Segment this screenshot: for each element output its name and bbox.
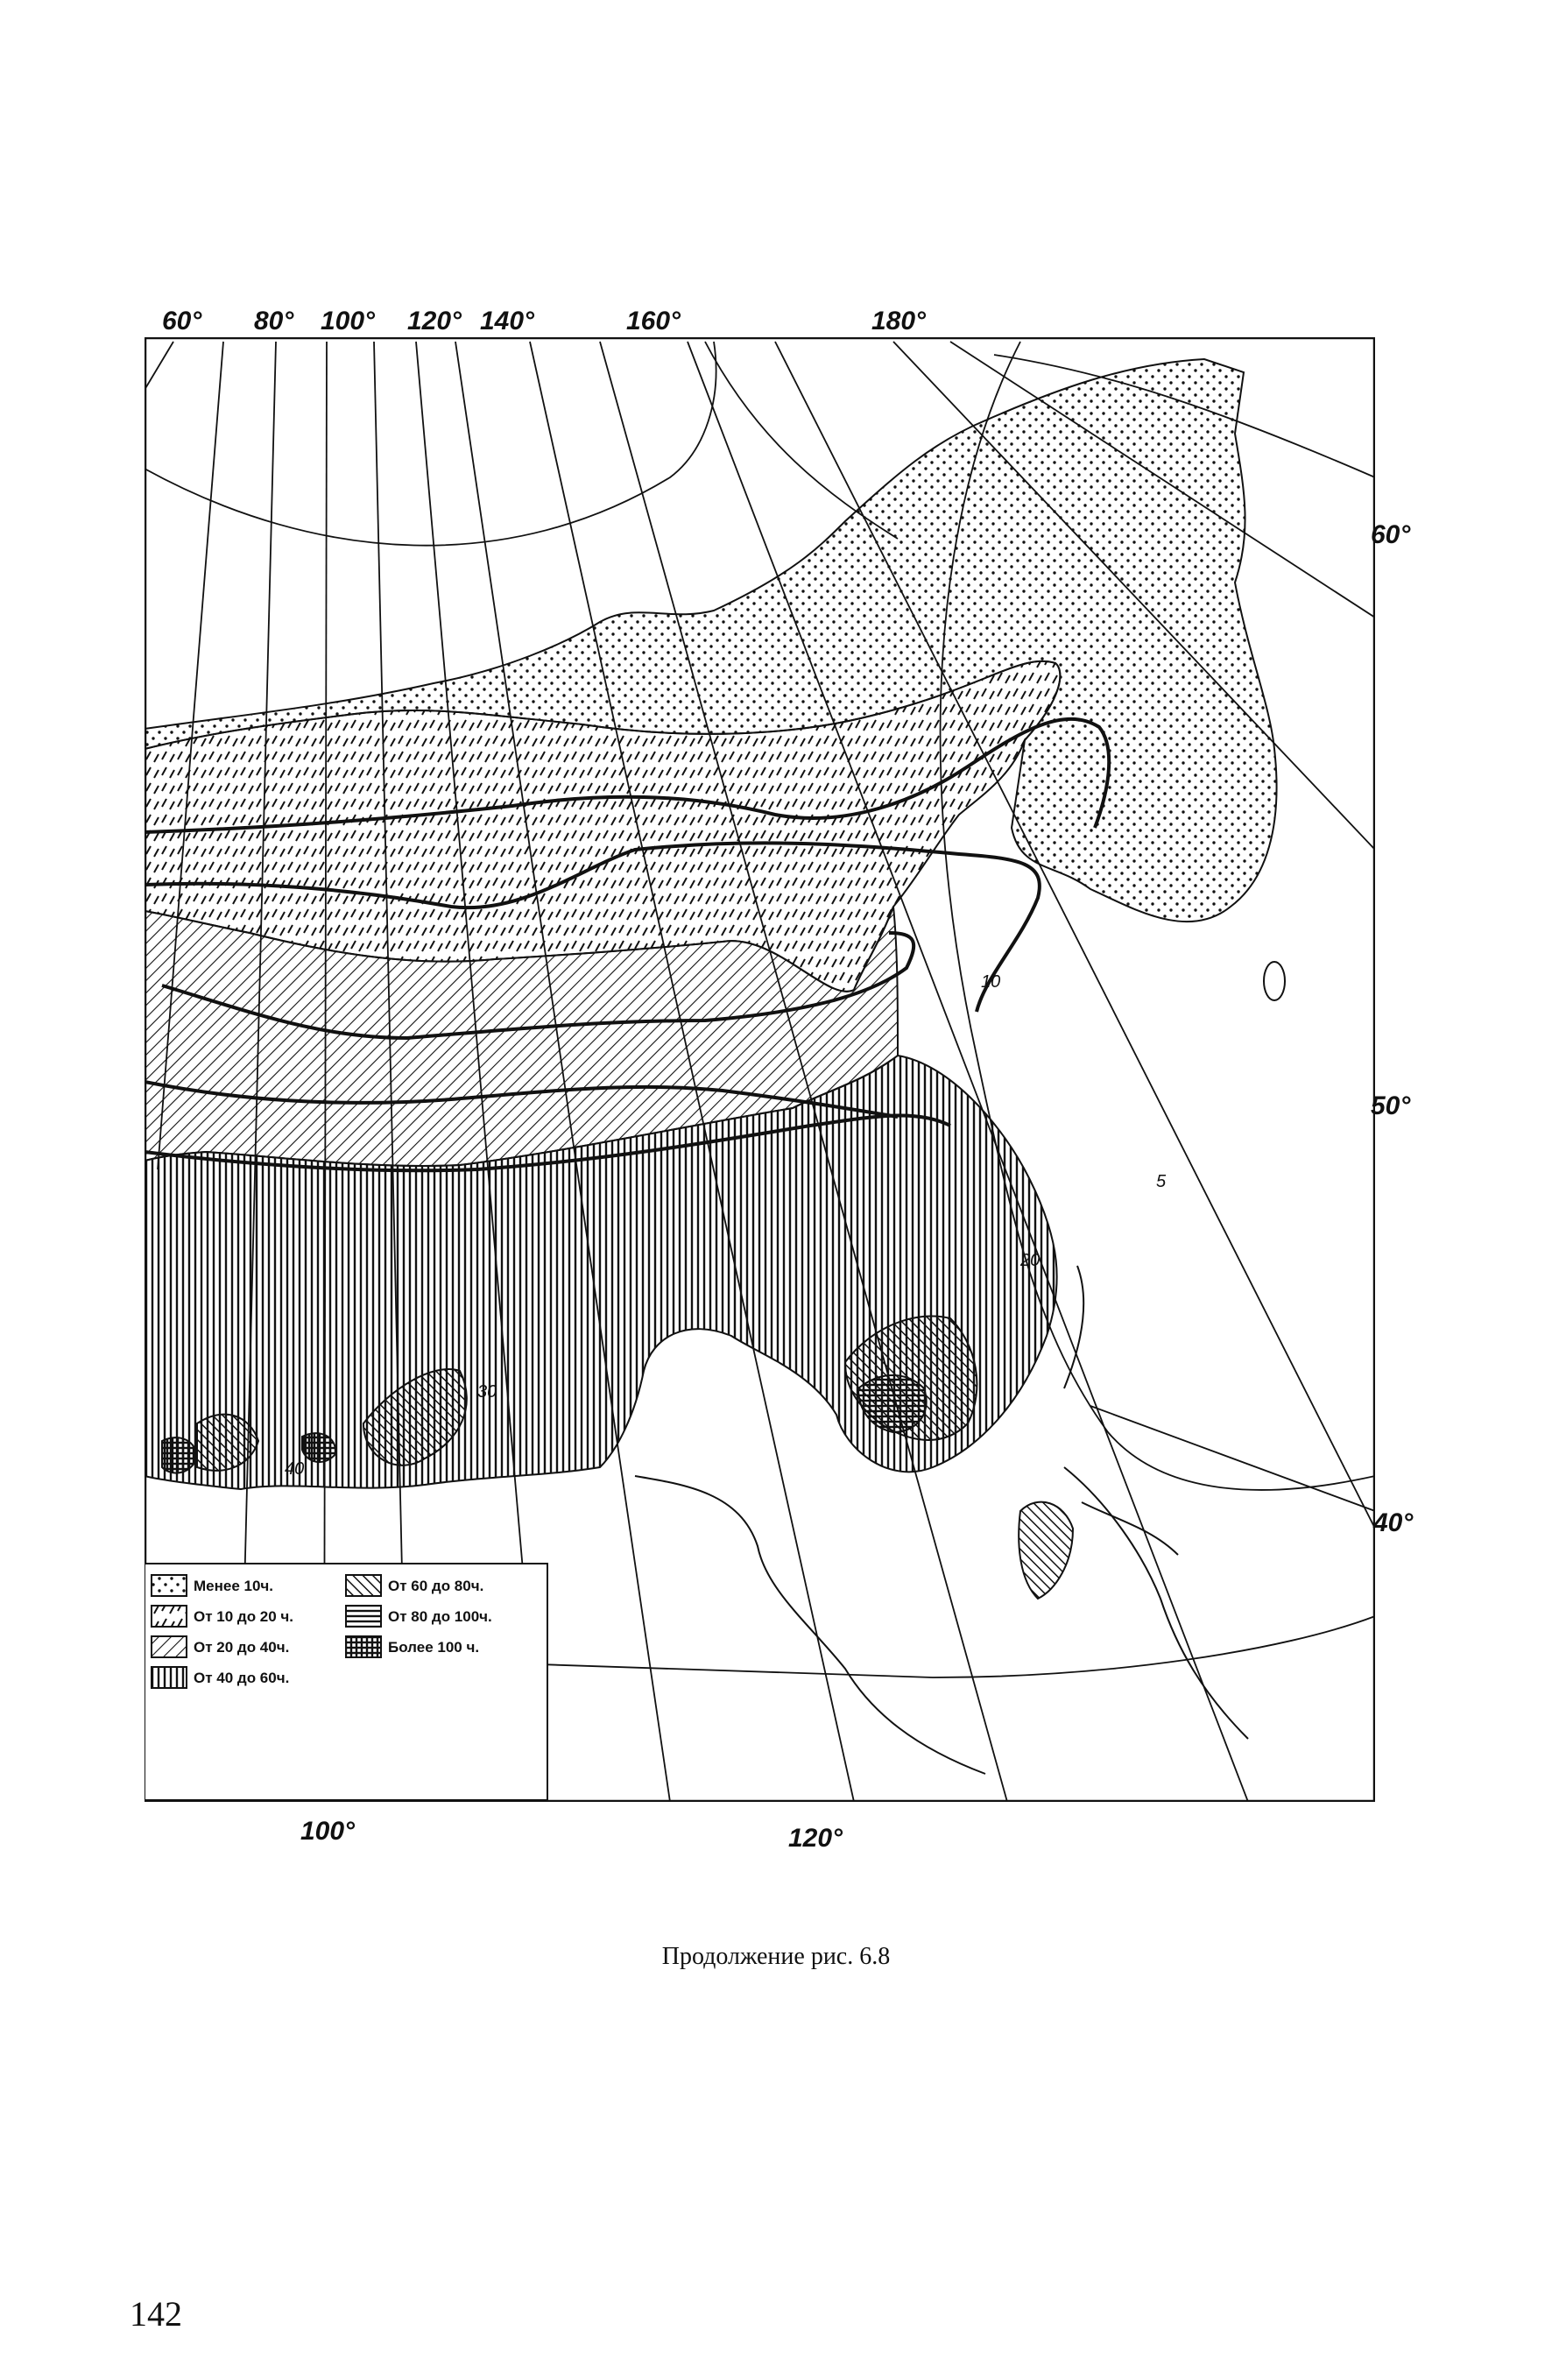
top-longitude-label: 120°: [407, 307, 462, 335]
legend-swatch-dots: [152, 1575, 187, 1596]
legend-label: От 10 до 20 ч.: [194, 1608, 294, 1625]
isoline-label: 30: [477, 1382, 497, 1402]
isoline-label: 10: [981, 972, 1001, 992]
isoline-label: 20: [1020, 1251, 1041, 1270]
isoline-label: 5: [1156, 1172, 1167, 1191]
top-longitude-label: 100°: [321, 307, 376, 335]
top-longitude-label: 160°: [626, 307, 681, 335]
figure-caption: Продолжение рис. 6.8: [661, 1943, 891, 1970]
right-latitude-label: 50°: [1371, 1091, 1411, 1120]
legend: [145, 1564, 547, 1800]
legend-swatch-cross: [346, 1575, 381, 1596]
bottom-longitude-label: 100°: [300, 1817, 356, 1846]
legend-swatch-dense: [346, 1636, 381, 1657]
legend-label: Менее 10ч.: [194, 1578, 274, 1594]
legend-label: От 80 до 100ч.: [388, 1608, 492, 1625]
bottom-longitude-label: 120°: [788, 1824, 843, 1853]
isoline-map: [145, 337, 1375, 1802]
right-latitude-label: 60°: [1371, 520, 1411, 549]
legend-swatch-horiz: [346, 1606, 381, 1627]
top-longitude-label: 60°: [162, 307, 202, 335]
top-longitude-label: 140°: [480, 307, 535, 335]
legend-label: От 20 до 40ч.: [194, 1639, 290, 1656]
legend-swatch-vert: [152, 1667, 187, 1688]
legend-swatch-hatch: [152, 1636, 187, 1657]
legend-swatch-dash: [152, 1606, 187, 1627]
top-longitude-label: 80°: [254, 307, 294, 335]
legend-label: Более 100 ч.: [388, 1639, 480, 1656]
right-latitude-label: 40°: [1373, 1508, 1414, 1537]
legend-label: От 60 до 80ч.: [388, 1578, 484, 1594]
isoline-label: 40: [285, 1459, 305, 1479]
legend-label: От 40 до 60ч.: [194, 1670, 290, 1686]
top-longitude-label: 180°: [871, 307, 927, 335]
page-number: 142: [130, 2294, 182, 2334]
